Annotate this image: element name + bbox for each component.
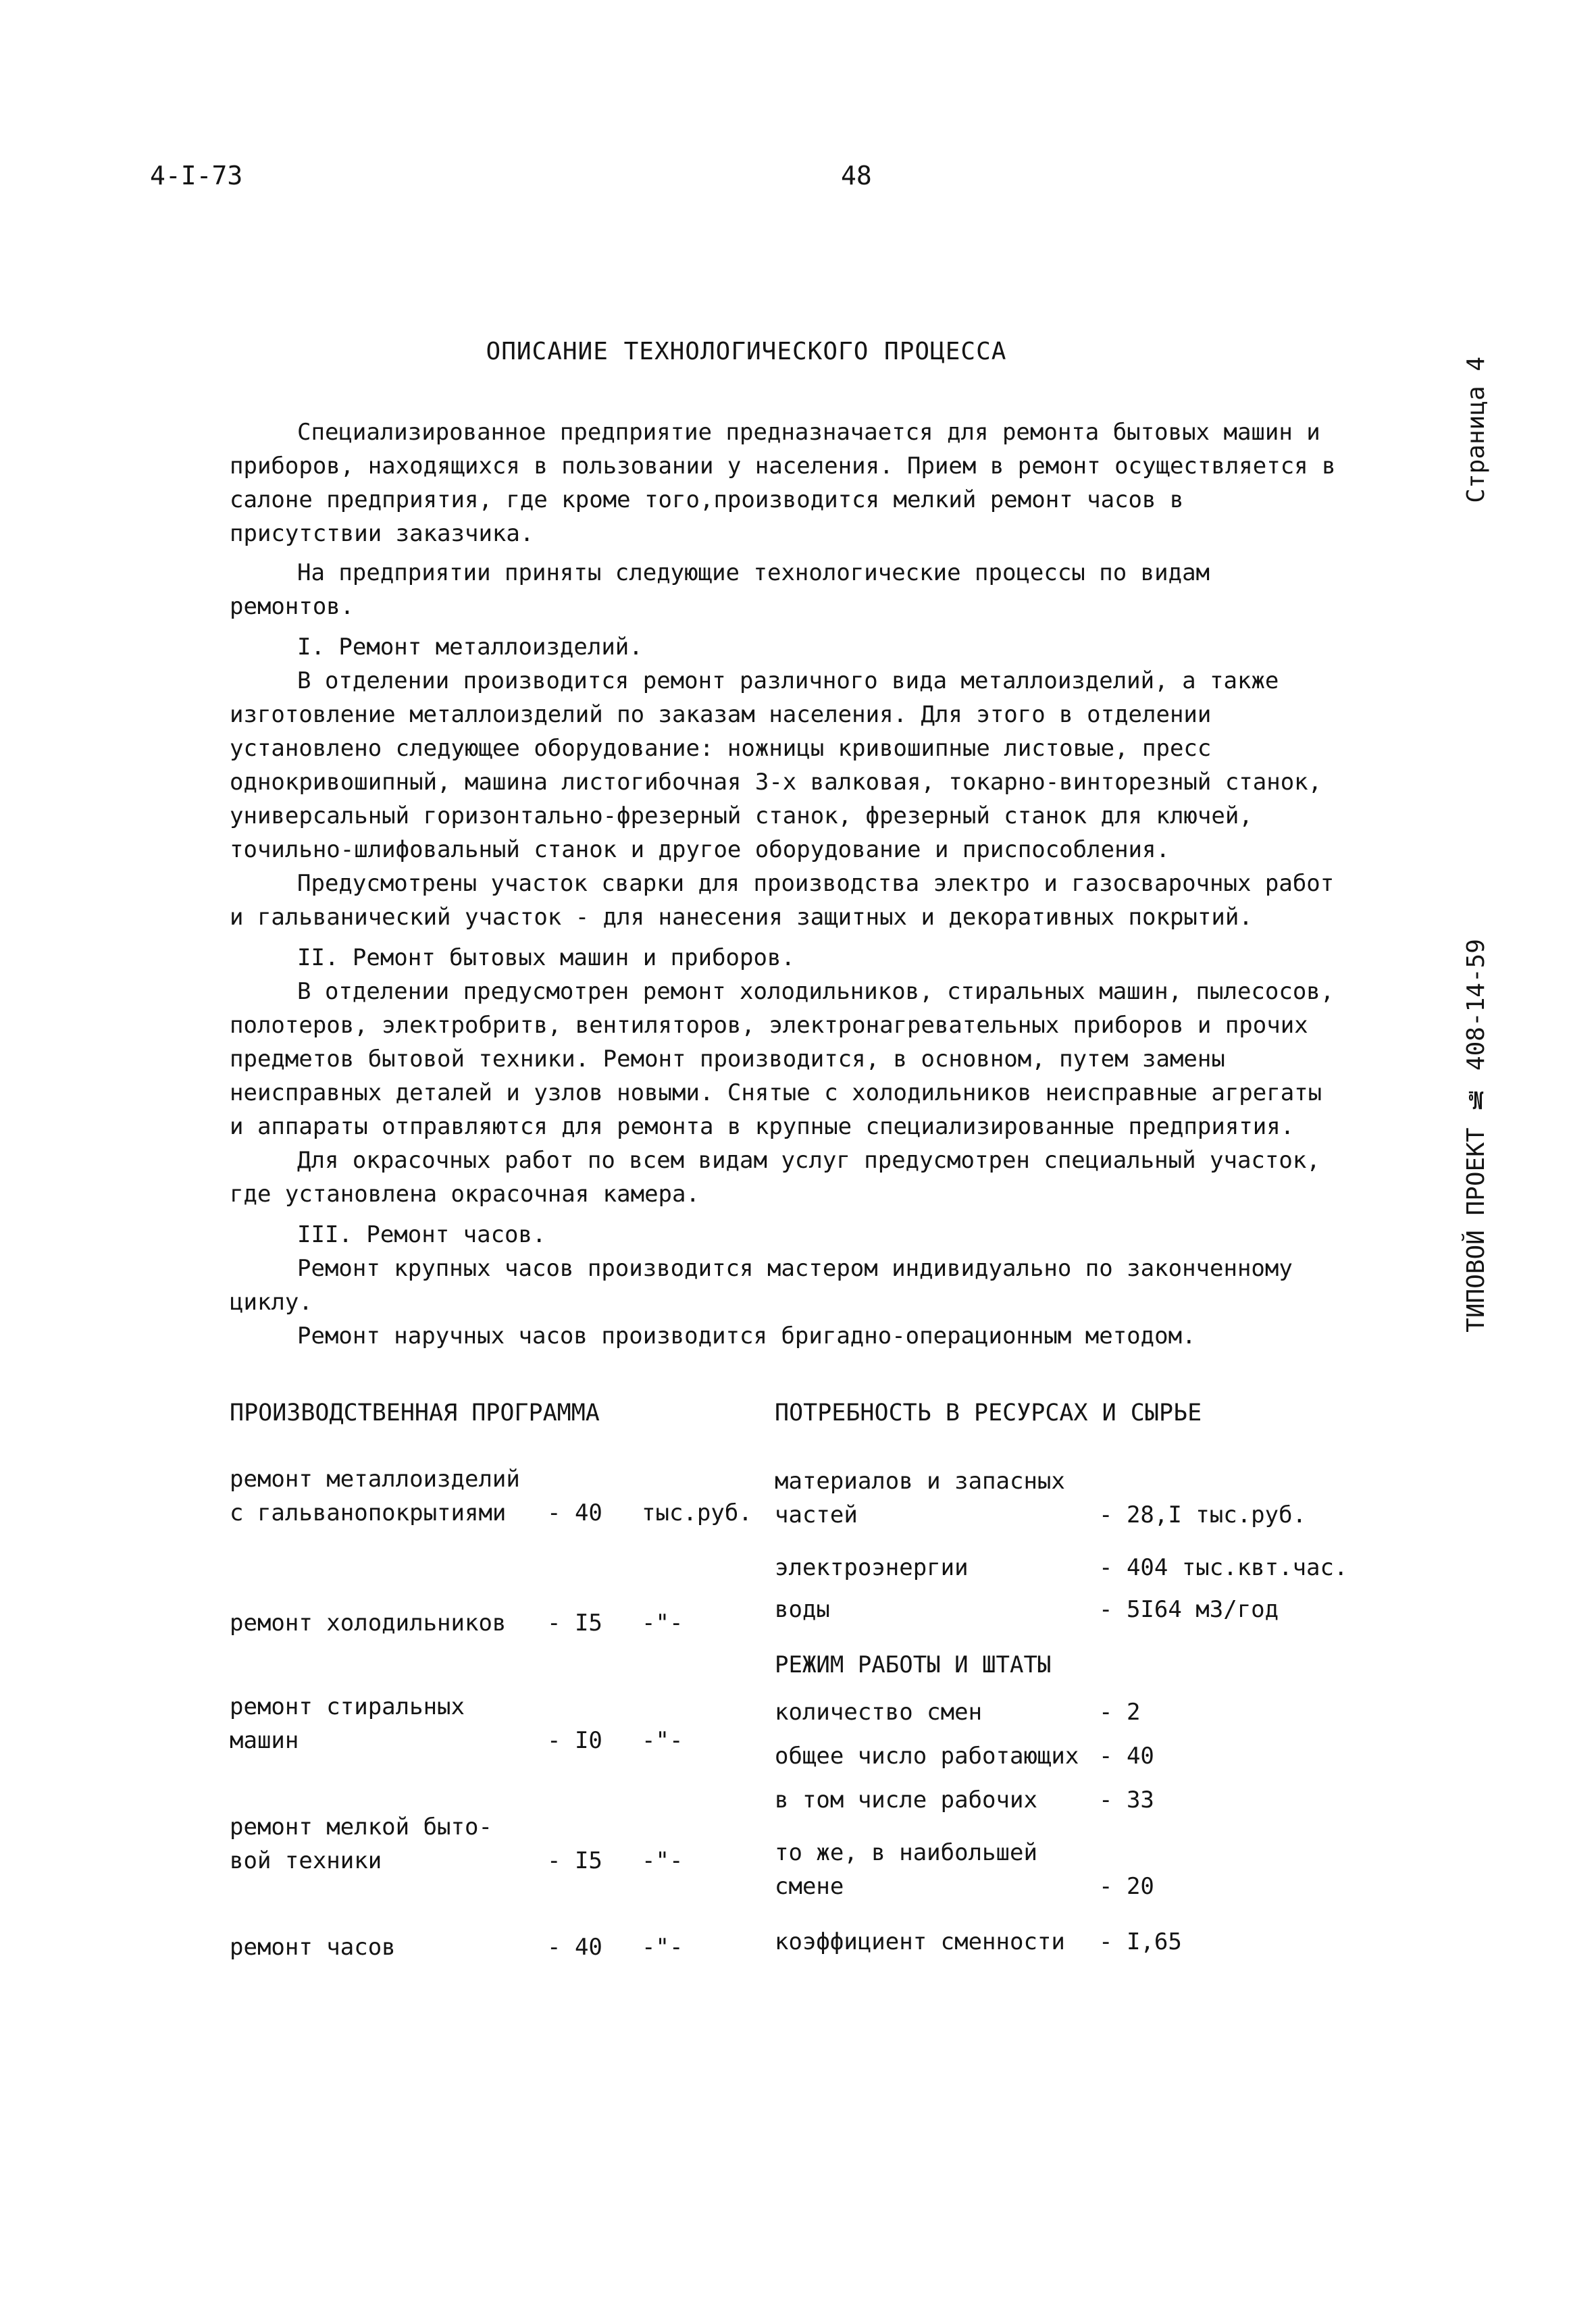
section-2-paragraph-2: Для окрасочных работ по всем видам услуг предусмотрен специальный участок, где установлена окрасочная камера. — [230, 1147, 1320, 1208]
program-row-value: - 40 — [547, 1934, 602, 1961]
section-1-paragraph-2: Предусмотрены участок сварки для производства электро и газосварочных работ и гальванический участок - для нанесения защитных и декоративных покрытий. — [230, 870, 1335, 931]
resource-row — [775, 1551, 1369, 1585]
program-row-label: ремонт мелкой быто- — [230, 1814, 492, 1841]
staff-row — [775, 1925, 1369, 1959]
production-program-title: ПРОИЗВОДСТВЕННАЯ ПРОГРАММА — [230, 1399, 600, 1426]
staff-row-label: общее число работающих — [775, 1743, 1079, 1770]
resource-row — [775, 1593, 1369, 1626]
staff-row — [775, 1695, 1369, 1729]
staff-section-title: РЕЖИМ РАБОТЫ И ШТАТЫ — [775, 1651, 1052, 1678]
staff-row-label: количество смен — [775, 1699, 983, 1726]
program-row-label: ремонт холодильников — [230, 1610, 507, 1637]
resource-row — [775, 1464, 1369, 1532]
staff-row-label-cont: смене — [775, 1873, 844, 1900]
staff-row-label: в том числе рабочих — [775, 1786, 1037, 1814]
section-3-title: III. Ремонт часов. — [297, 1221, 546, 1248]
resource-row-value: - 5I64 м3/год — [1099, 1596, 1279, 1623]
process-description — [230, 415, 1337, 1353]
resource-row-label-cont: частей — [775, 1501, 858, 1528]
side-page-label: Страница 4 — [1462, 357, 1490, 503]
section-3-paragraph-1: Ремонт крупных часов производится мастером индивидуально по законченному циклу. — [230, 1255, 1293, 1316]
side-project-label: ТИПОВОЙ ПРОЕКТ № 408-14-59 — [1462, 939, 1490, 1333]
staff-row-label: коэффициент сменности — [775, 1928, 1065, 1955]
program-row-unit: тыс.руб. — [642, 1499, 752, 1526]
staff-row-value: - 20 — [1099, 1873, 1154, 1900]
section-2-paragraph-1: В отделении предусмотрен ремонт холодильников, стиральных машин, пылесосов, полотеров, электробритв, вентиляторов, электронагревательных приборов и прочих предметов бытовой техники. Ремонт производится, в основном, путем замены неисправных деталей и узлов новыми. Снятые с холодильников неисправные агрегаты и аппараты отправляются для ремонта в крупные специализированные предприятия. — [230, 978, 1335, 1140]
staff-row — [775, 1836, 1369, 1903]
program-row-label-cont: вой техники — [230, 1847, 382, 1874]
staff-row — [775, 1739, 1369, 1773]
program-row-unit: -"- — [642, 1727, 684, 1754]
processes-intro: На предприятии приняты следующие технологические процессы по видам ремонтов. — [230, 559, 1210, 620]
program-row-unit: -"- — [642, 1934, 684, 1961]
resource-row-label: воды — [775, 1596, 830, 1623]
program-row — [230, 1690, 743, 1757]
section-3-paragraph-2: Ремонт наручных часов производится бригадно-операционным методом. — [297, 1322, 1196, 1349]
program-row-label-cont: машин — [230, 1727, 299, 1754]
program-row — [230, 1462, 752, 1530]
resources-title: ПОТРЕБНОСТЬ В РЕСУРСАХ И СЫРЬЕ — [775, 1399, 1202, 1426]
staff-row-value: - 33 — [1099, 1786, 1154, 1814]
program-row-value: - 40 — [547, 1499, 602, 1526]
staff-row — [775, 1783, 1369, 1817]
page-number: 48 — [841, 161, 872, 190]
program-row-label: ремонт стиральных — [230, 1693, 465, 1720]
staff-row-value: - 2 — [1099, 1699, 1141, 1726]
document-title: ОПИСАНИЕ ТЕХНОЛОГИЧЕСКОГО ПРОЦЕССА — [486, 338, 1007, 365]
section-1-title: I. Ремонт металлоизделий. — [297, 634, 643, 661]
program-row-label: ремонт часов — [230, 1934, 396, 1961]
section-2-title: II. Ремонт бытовых машин и приборов. — [297, 944, 795, 971]
section-1-paragraph-1: В отделении производится ремонт различного вида металлоизделий, а также изготовление металлоизделий по заказам населения. Для этого в отделении установлено следующее оборудование: ножницы кривошипные листовые, пресс однокривошипный, машина листогибочная 3-х валковая, токарно-винторезный станок, универсальный горизонтально-фрезерный станок, фрезерный станок для ключей, точильно-шлифовальный станок и другое оборудование и приспособления. — [230, 667, 1322, 863]
program-row-unit: -"- — [642, 1610, 684, 1637]
resource-row-label: электроэнергии — [775, 1554, 969, 1581]
resource-row-value: - 404 тыс.квт.час. — [1099, 1554, 1348, 1581]
program-row-value: - I0 — [547, 1727, 602, 1754]
staff-row-label: то же, в наибольшей — [775, 1839, 1037, 1866]
staff-row-value: - I,65 — [1099, 1928, 1182, 1955]
program-row-unit: -"- — [642, 1847, 684, 1874]
program-row — [230, 1930, 743, 1964]
intro-paragraph: Специализированное предприятие предназначается для ремонта бытовых машин и приборов, находящихся в пользовании у населения. Прием в ремонт осуществляется в салоне предприятия, где кроме того,производится мелкий ремонт часов в присутствии заказчика. — [230, 419, 1336, 547]
document-code: 4-I-73 — [150, 161, 243, 190]
resource-row-value: - 28,I тыс.руб. — [1099, 1501, 1307, 1528]
program-row-value: - I5 — [547, 1610, 602, 1637]
program-row-label: ремонт металлоизделий — [230, 1466, 520, 1493]
staff-row-value: - 40 — [1099, 1743, 1154, 1770]
resource-row-label: материалов и запасных — [775, 1468, 1065, 1495]
program-row — [230, 1606, 743, 1640]
program-row — [230, 1810, 743, 1878]
program-row-value: - I5 — [547, 1847, 602, 1874]
program-row-label-cont: с гальванопокрытиями — [230, 1499, 507, 1526]
